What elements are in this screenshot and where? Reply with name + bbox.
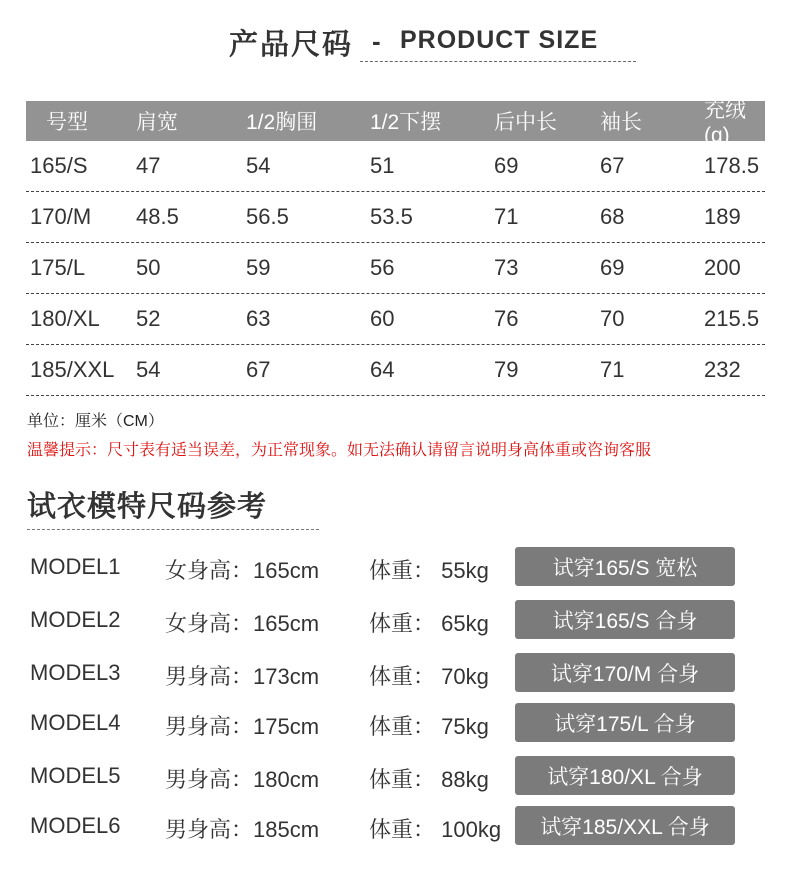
- table-cell: 71: [494, 204, 519, 229]
- size-table-header: [26, 99, 765, 147]
- models-title-underline: [27, 529, 319, 530]
- table-cell: 76: [494, 306, 519, 331]
- model-fit-badge: 试穿165/S 合身: [515, 600, 735, 639]
- model-height: 女身高：165cm: [165, 611, 320, 636]
- model-name: MODEL1: [30, 554, 121, 579]
- page-title-english: PRODUCT SIZE: [400, 26, 599, 54]
- table-cell: 73: [494, 255, 519, 280]
- table-cell: 70: [600, 306, 625, 331]
- size-table: [26, 101, 765, 396]
- table-cell: 67: [246, 357, 271, 382]
- table-cell: 50: [136, 255, 161, 280]
- table-cell: 68: [600, 204, 625, 229]
- table-row: [26, 345, 765, 396]
- table-cell: 54: [136, 357, 161, 382]
- table-cell: 64: [370, 357, 395, 382]
- header-cell: 充绒(g): [704, 99, 746, 147]
- table-cell: 189: [704, 204, 741, 229]
- table-cell: 60: [370, 306, 395, 331]
- table-cell: 215.5: [704, 306, 760, 331]
- table-cell: 47: [136, 153, 161, 178]
- model-list: [0, 546, 790, 855]
- model-height: 男身高：173cm: [165, 664, 320, 689]
- header-cell: 袖长: [600, 111, 642, 134]
- model-weight: 体重： 70kg: [369, 664, 489, 689]
- warning-tip: 温馨提示：尺寸表有适当误差，为正常现象。如无法确认请留言说明身高体重或咨询客服: [27, 442, 652, 459]
- table-cell: 52: [136, 306, 161, 331]
- title-dash: -: [372, 26, 381, 56]
- table-cell: 53.5: [370, 204, 413, 229]
- models-section-title: 试衣模特尺码参考: [27, 491, 268, 523]
- table-cell: 48.5: [136, 204, 179, 229]
- table-cell: 185/XXL: [30, 357, 115, 382]
- header-cell: 后中长: [494, 111, 557, 134]
- model-row: [0, 546, 790, 596]
- table-row: [26, 294, 765, 345]
- table-cell: 51: [370, 153, 395, 178]
- table-row: [26, 141, 765, 192]
- table-cell: 232: [704, 357, 741, 382]
- model-fit-badge: 试穿180/XL 合身: [515, 756, 735, 795]
- model-row: [0, 702, 790, 752]
- model-fit-badge: 试穿175/L 合身: [515, 703, 735, 742]
- table-cell: 59: [246, 255, 271, 280]
- model-weight: 体重： 100kg: [369, 817, 502, 842]
- model-row: [0, 599, 790, 649]
- model-row: [0, 652, 790, 702]
- header-cell: 1/2胸围: [246, 111, 318, 134]
- model-name: MODEL3: [30, 660, 121, 685]
- model-height: 男身高：180cm: [165, 767, 320, 792]
- model-fit-badge: 试穿185/XXL 合身: [515, 806, 735, 845]
- model-weight: 体重： 88kg: [369, 767, 489, 792]
- page-title: 产品尺码: [229, 29, 354, 61]
- table-cell: 56: [370, 255, 395, 280]
- table-cell: 69: [600, 255, 625, 280]
- table-cell: 178.5: [704, 153, 760, 178]
- table-cell: 69: [494, 153, 519, 178]
- table-cell: 54: [246, 153, 271, 178]
- title-underline: [360, 61, 636, 62]
- table-cell: 63: [246, 306, 271, 331]
- header-cell: 肩宽: [136, 111, 178, 134]
- model-weight: 体重： 55kg: [369, 558, 489, 583]
- table-cell: 67: [600, 153, 625, 178]
- model-name: MODEL2: [30, 607, 121, 632]
- unit-note: 单位：厘米（CM）: [27, 413, 164, 430]
- model-row: [0, 755, 790, 805]
- table-row: [26, 243, 765, 294]
- model-height: 男身高：175cm: [165, 714, 320, 739]
- model-fit-badge: 试穿170/M 合身: [515, 653, 735, 692]
- model-name: MODEL5: [30, 763, 121, 788]
- header-cell: 1/2下摆: [370, 111, 442, 134]
- header-cell: 号型: [46, 111, 88, 134]
- table-cell: 165/S: [30, 153, 88, 178]
- model-weight: 体重： 65kg: [369, 611, 489, 636]
- model-name: MODEL4: [30, 710, 121, 735]
- table-row: [26, 192, 765, 243]
- model-height: 男身高：185cm: [165, 817, 320, 842]
- table-cell: 175/L: [30, 255, 86, 280]
- model-height: 女身高：165cm: [165, 558, 320, 583]
- model-weight: 体重： 75kg: [369, 714, 489, 739]
- table-cell: 180/XL: [30, 306, 100, 331]
- table-cell: 200: [704, 255, 741, 280]
- table-cell: 56.5: [246, 204, 289, 229]
- table-cell: 170/M: [30, 204, 92, 229]
- model-row: [0, 805, 790, 855]
- model-fit-badge: 试穿165/S 宽松: [515, 547, 735, 586]
- model-name: MODEL6: [30, 813, 121, 838]
- table-cell: 79: [494, 357, 519, 382]
- table-cell: 71: [600, 357, 625, 382]
